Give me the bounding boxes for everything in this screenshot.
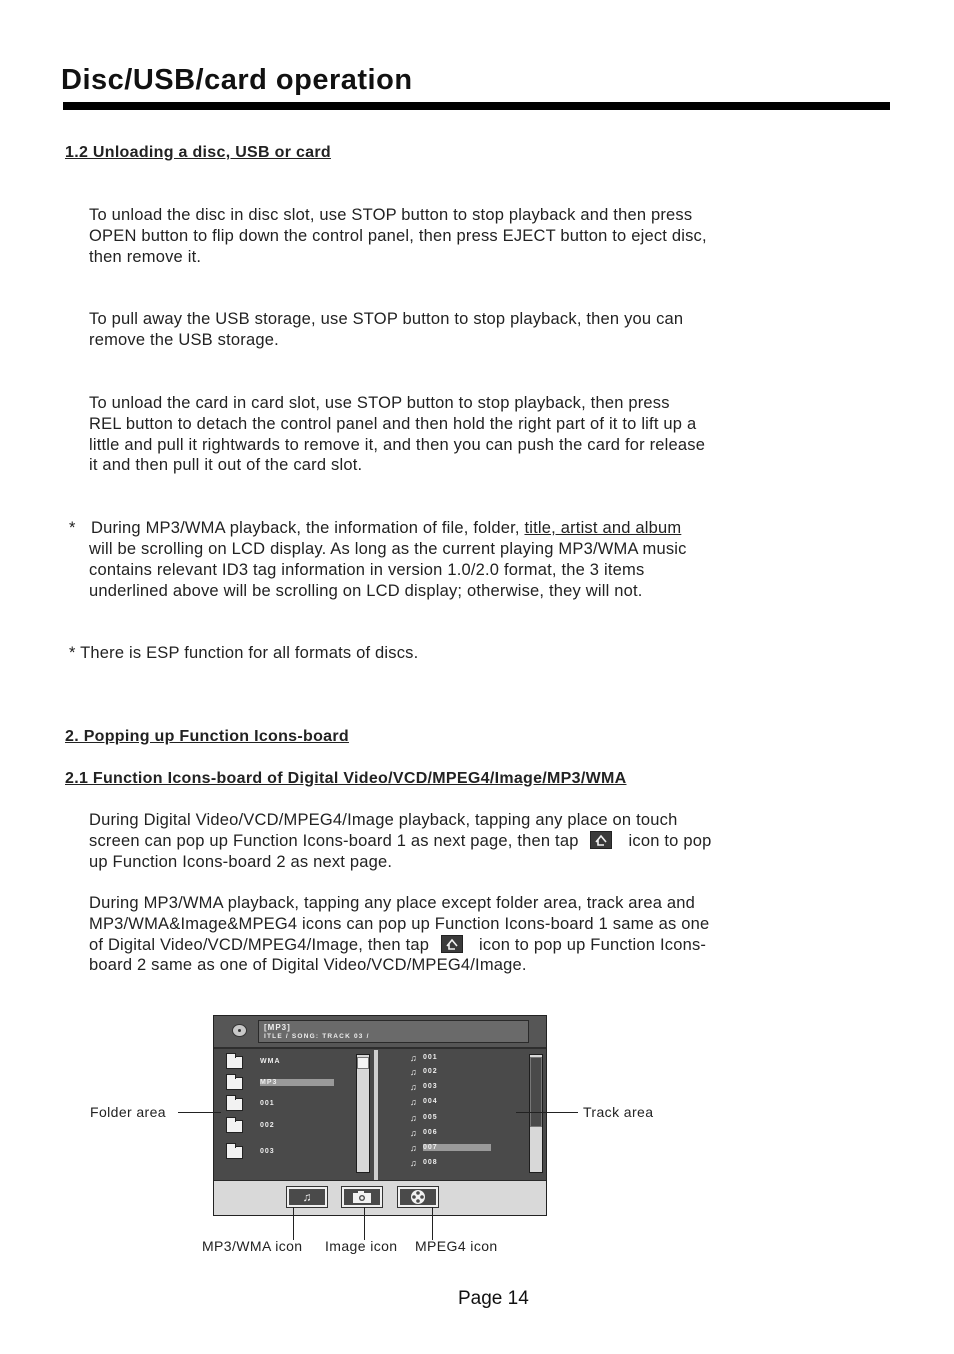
text-line: underlined above will be scrolling on LCD display; otherwise, they will not. xyxy=(89,581,643,600)
folder-icon xyxy=(226,1098,243,1111)
callout-line xyxy=(364,1207,365,1240)
text-line: During MP3/WMA playback, the information of file, folder, title, artist and album xyxy=(91,519,682,537)
folder-icon xyxy=(226,1146,243,1159)
note-star: * xyxy=(69,519,76,537)
flip-board-icon xyxy=(441,935,463,953)
section-heading-1-2: 1.2 Unloading a disc, USB or card xyxy=(65,144,331,161)
music-note-icon: ♫ xyxy=(410,1067,417,1077)
folder-icon xyxy=(226,1120,243,1133)
text-line: To unload the disc in disc slot, use STOP button to stop playback and then press xyxy=(89,206,693,224)
callout-mp3-icon: MP3/WMA icon xyxy=(202,1238,303,1254)
paragraph-unload-disc xyxy=(89,205,789,267)
text-line: During MP3/WMA playback, tapping any place except folder area, track area and xyxy=(89,894,696,912)
flip-board-icon xyxy=(590,831,612,849)
text-line: contains relevant ID3 tag information in version 1.0/2.0 format, the 3 items xyxy=(89,560,645,579)
note-id3-info xyxy=(91,518,791,539)
callout-mpeg4-icon: MPEG4 icon xyxy=(415,1238,498,1254)
mpeg4-button[interactable] xyxy=(398,1187,438,1207)
text-line: To pull away the USB storage, use STOP button to stop playback, then you can xyxy=(89,310,684,328)
scroll-thumb[interactable] xyxy=(530,1057,542,1127)
text-line: will be scrolling on LCD display. As long as the current playing MP3/WMA music xyxy=(89,540,687,558)
folder-icon xyxy=(226,1056,243,1069)
callout-line xyxy=(516,1112,578,1113)
open-folder-icon xyxy=(226,1077,243,1090)
text-line: then remove it. xyxy=(89,247,202,266)
film-reel-icon xyxy=(410,1189,426,1205)
text-line: OPEN button to flip down the control panel, then press EJECT button to eject disc, xyxy=(89,226,707,245)
info-display xyxy=(258,1020,529,1043)
text-line: To unload the card in card slot, use STOP button to stop playback, then press xyxy=(89,394,670,412)
info-track: ITLE / SONG: TRACK 03 / xyxy=(264,1033,370,1040)
music-note-icon: ♫ xyxy=(410,1158,417,1168)
text-line: of Digital Video/VCD/MPEG4/Image, then tap icon to pop up Function Icons- xyxy=(89,935,707,954)
text-line: it and then pull it out of the card slot. xyxy=(89,456,363,475)
mp3-wma-button[interactable] xyxy=(287,1187,327,1207)
music-note-icon: ♫ xyxy=(410,1082,417,1092)
image-button[interactable] xyxy=(342,1187,382,1207)
folder-scrollbar[interactable] xyxy=(356,1054,370,1173)
page-number: Page 14 xyxy=(458,1288,529,1309)
section-heading-2-1: 2.1 Function Icons-board of Digital Video/VCD/MPEG4/Image/MP3/WMA xyxy=(65,770,627,787)
callout-track-area: Track area xyxy=(583,1104,654,1120)
screen-bottom-bar xyxy=(214,1180,546,1215)
music-note-icon: ♫ xyxy=(302,1190,312,1204)
callout-line xyxy=(293,1207,294,1240)
disc-icon xyxy=(232,1024,247,1037)
section-heading-2: 2. Popping up Function Icons-board xyxy=(65,728,349,745)
music-note-icon: ♫ xyxy=(410,1097,417,1107)
callout-folder-area: Folder area xyxy=(90,1104,166,1120)
page-title: Disc/USB/card operation xyxy=(61,64,413,96)
text-line: screen can pop up Function Icons-board 1 as next page, then tap icon to pop xyxy=(89,831,712,850)
area-divider xyxy=(374,1050,378,1180)
music-note-icon: ♫ xyxy=(410,1113,417,1123)
text-line: little and pull it rightwards to remove it, and then you can push the card for release xyxy=(89,435,706,454)
screen-top-bar xyxy=(214,1016,546,1049)
text-line: board 2 same as one of Digital Video/VCD/MPEG4/Image. xyxy=(89,956,527,975)
scroll-thumb[interactable] xyxy=(357,1057,369,1069)
info-format: [MP3] xyxy=(264,1023,291,1032)
callout-image-icon: Image icon xyxy=(325,1238,398,1254)
camera-icon xyxy=(352,1190,372,1204)
callout-line xyxy=(432,1207,433,1240)
note-id3-info-rest xyxy=(89,539,789,601)
track-scrollbar[interactable] xyxy=(529,1054,543,1173)
paragraph-unload-card xyxy=(89,393,789,476)
text-line: MP3/WMA&Image&MPEG4 icons can pop up Function Icons-board 1 same as one xyxy=(89,914,710,933)
paragraph-video-playback xyxy=(89,810,789,872)
underlined-text: title, artist and album xyxy=(524,519,682,537)
music-note-icon: ♫ xyxy=(410,1053,417,1063)
music-note-icon: ♫ xyxy=(410,1143,417,1153)
text-line: REL button to detach the control panel and then hold the right part of it to lift up a xyxy=(89,414,697,433)
mp3-browse-screen: [MP3] ITLE / SONG: TRACK 03 / WMA MP3 001 002 003 ♫ 001 ♫ 002 ♫ 003 ♫ 004 ♫ 005 ♫ 006 ♫ 007 ♫ 008 ♫ xyxy=(213,1015,547,1216)
music-note-icon: ♫ xyxy=(410,1128,417,1138)
callout-line xyxy=(178,1112,221,1113)
note-esp: * There is ESP function for all formats of discs. xyxy=(69,644,419,662)
text-line: remove the USB storage. xyxy=(89,330,279,349)
title-rule xyxy=(63,102,890,110)
paragraph-unload-usb xyxy=(89,309,789,351)
text-line: up Function Icons-board 2 as next page. xyxy=(89,852,393,871)
text-line: During Digital Video/VCD/MPEG4/Image playback, tapping any place on touch xyxy=(89,811,678,829)
paragraph-mp3-playback xyxy=(89,893,799,976)
